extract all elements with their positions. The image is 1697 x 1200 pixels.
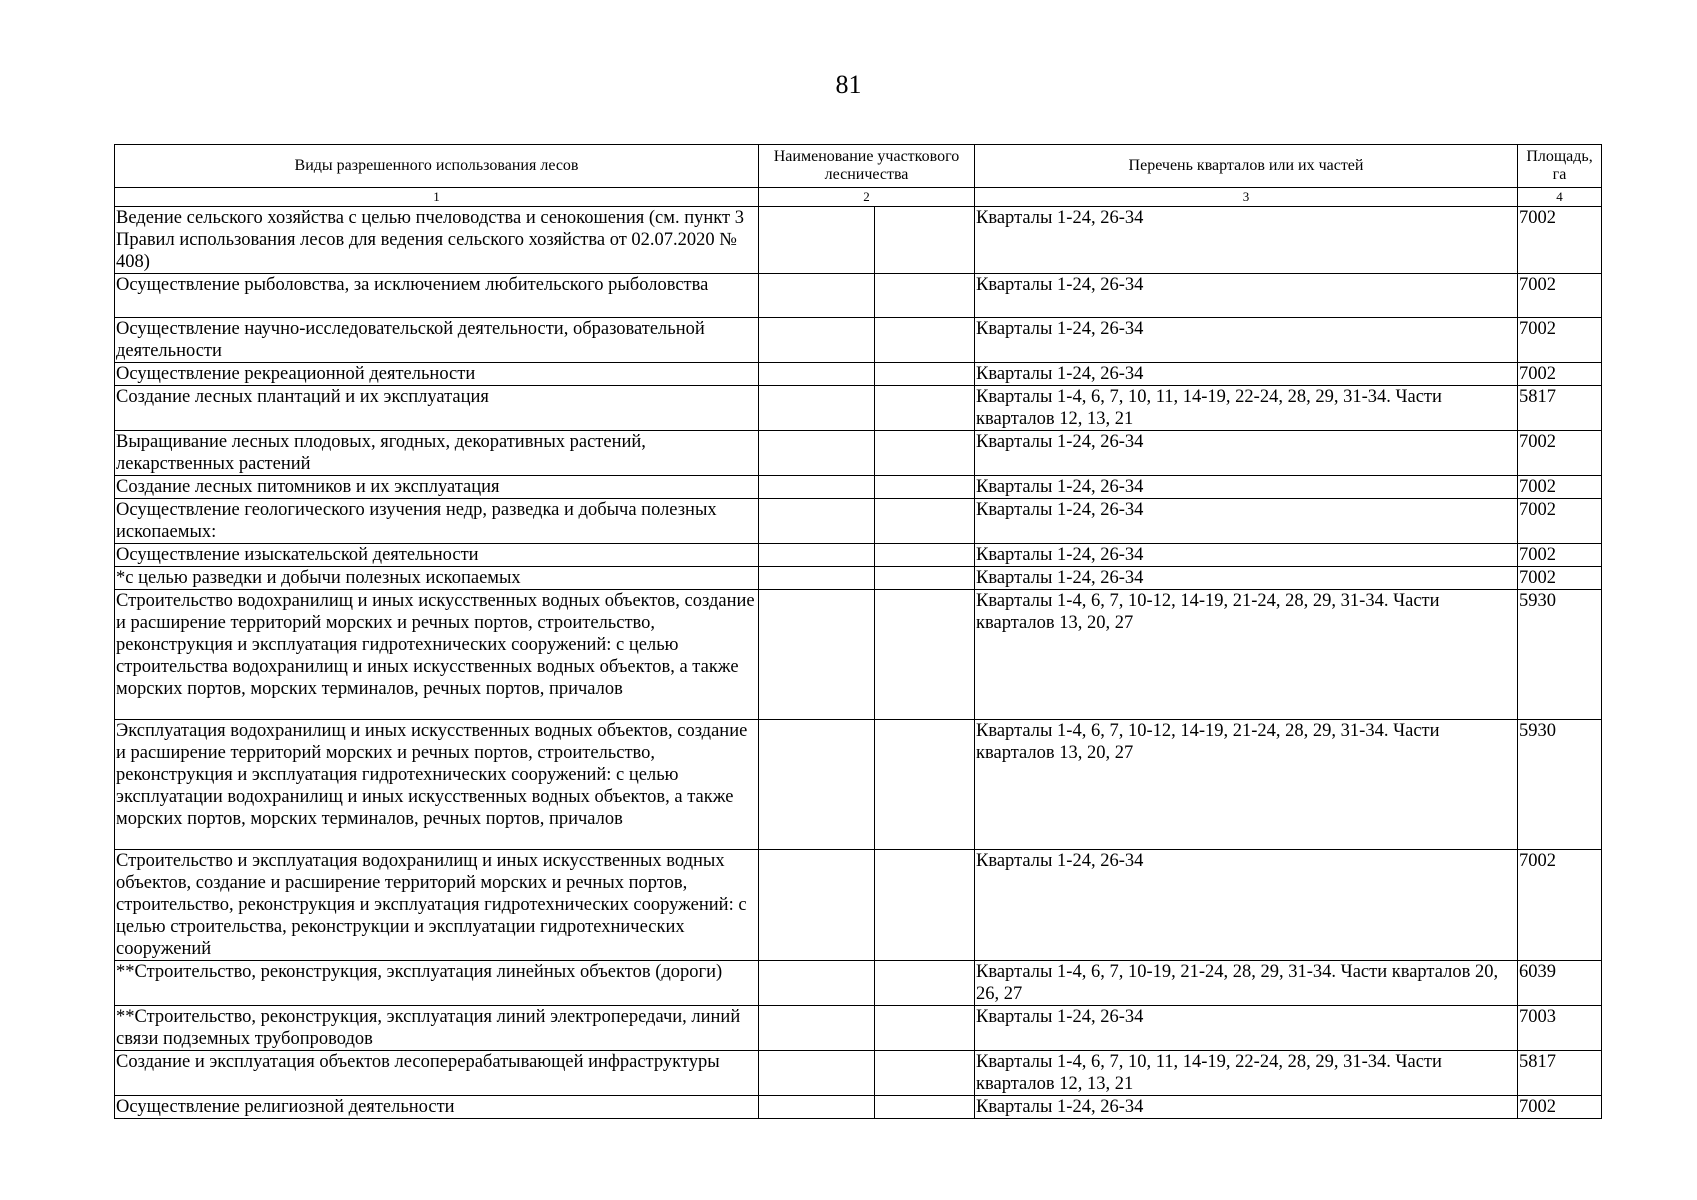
use-type-cell: Выращивание лесных плодовых, ягодных, декоративных растений, лекарственных растений: [115, 431, 759, 476]
use-type-cell: Осуществление научно-исследовательской деятельности, образовательной деятельности: [115, 318, 759, 363]
table-row: [115, 274, 1602, 318]
column-number-2: 2: [759, 188, 975, 207]
table-row: [115, 590, 1602, 720]
table-row: [115, 544, 1602, 567]
quarters-cell: Кварталы 1-4, 6, 7, 10, 11, 14-19, 22-24, 28, 29, 31-34. Части кварталов 12, 13, 21: [975, 386, 1518, 431]
forestry-cell-left: [759, 567, 875, 590]
header-forestry-name: Наименование участкового лесничества: [759, 145, 975, 188]
quarters-cell: Кварталы 1-24, 26-34: [975, 544, 1518, 567]
area-cell: 7002: [1518, 850, 1602, 961]
forestry-cell-left: [759, 363, 875, 386]
forestry-cell-left: [759, 431, 875, 476]
forestry-cell-right: [875, 590, 975, 720]
forestry-cell-right: [875, 1051, 975, 1096]
table-row: [115, 207, 1602, 274]
area-cell: 5817: [1518, 386, 1602, 431]
use-type-cell: Ведение сельского хозяйства с целью пчеловодства и сенокошения (см. пункт 3 Правил использования лесов для ведения сельского хозяйства от 02.07.2020 № 408): [115, 207, 759, 274]
forestry-cell-right: [875, 850, 975, 961]
page-number: 81: [835, 70, 862, 99]
forestry-cell-left: [759, 850, 875, 961]
forest-use-table: [114, 144, 1602, 1119]
quarters-cell: Кварталы 1-4, 6, 7, 10-12, 14-19, 21-24, 28, 29, 31-34. Части кварталов 13, 20, 27: [975, 720, 1518, 850]
column-number-1: 1: [115, 188, 759, 207]
use-type-cell: Создание и эксплуатация объектов лесоперерабатывающей инфраструктуры: [115, 1051, 759, 1096]
table-row: [115, 1051, 1602, 1096]
use-type-cell: Строительство и эксплуатация водохранилищ и иных искусственных водных объектов, создание и расширение территорий морских и речных портов, строительство, реконструкция и эксплуатация гидротехнических сооружений: с целью строительства, реконструкции и эксплуатации гидротехнических сооружений: [115, 850, 759, 961]
quarters-cell: Кварталы 1-4, 6, 7, 10-19, 21-24, 28, 29, 31-34. Части кварталов 20, 26, 27: [975, 961, 1518, 1006]
header-use-types: Виды разрешенного использования лесов: [115, 145, 759, 188]
use-type-cell: Осуществление геологического изучения недр, разведка и добыча полезных ископаемых:: [115, 499, 759, 544]
use-type-cell: Строительство водохранилищ и иных искусственных водных объектов, создание и расширение территорий морских и речных портов, строительство, реконструкция и эксплуатация гидротехнических сооружений: с целью строительства водохранилищ и иных искусственных водных объектов, а также морских портов, морских терминалов, речных портов, причалов: [115, 590, 759, 720]
table-row: [115, 567, 1602, 590]
forestry-cell-right: [875, 274, 975, 318]
forestry-cell-left: [759, 207, 875, 274]
use-type-cell: Создание лесных питомников и их эксплуатация: [115, 476, 759, 499]
quarters-cell: Кварталы 1-24, 26-34: [975, 363, 1518, 386]
quarters-cell: Кварталы 1-24, 26-34: [975, 431, 1518, 476]
area-cell: 7003: [1518, 1006, 1602, 1051]
quarters-cell: Кварталы 1-24, 26-34: [975, 567, 1518, 590]
forestry-cell-left: [759, 544, 875, 567]
use-type-cell: *с целью разведки и добычи полезных ископаемых: [115, 567, 759, 590]
forestry-cell-right: [875, 207, 975, 274]
table-row: [115, 850, 1602, 961]
forestry-cell-left: [759, 476, 875, 499]
area-cell: 7002: [1518, 207, 1602, 274]
quarters-cell: Кварталы 1-24, 26-34: [975, 850, 1518, 961]
area-cell: 7002: [1518, 1096, 1602, 1119]
use-type-cell: Эксплуатация водохранилищ и иных искусственных водных объектов, создание и расширение территорий морских и речных портов, строительство, реконструкция и эксплуатация гидротехнических сооружений: с целью эксплуатации водохранилищ и иных искусственных водных объектов, а также морских портов, морских терминалов, речных портов, причалов: [115, 720, 759, 850]
area-cell: 7002: [1518, 476, 1602, 499]
forestry-cell-left: [759, 590, 875, 720]
forestry-cell-right: [875, 544, 975, 567]
area-cell: 6039: [1518, 961, 1602, 1006]
forestry-cell-right: [875, 961, 975, 1006]
forestry-cell-left: [759, 318, 875, 363]
forestry-cell-left: [759, 1006, 875, 1051]
forestry-cell-left: [759, 499, 875, 544]
quarters-cell: Кварталы 1-24, 26-34: [975, 274, 1518, 318]
table-row: [115, 961, 1602, 1006]
forestry-cell-left: [759, 1096, 875, 1119]
forestry-cell-right: [875, 363, 975, 386]
table-row: [115, 431, 1602, 476]
area-cell: 7002: [1518, 544, 1602, 567]
table-body: [115, 207, 1602, 1119]
area-cell: 5817: [1518, 1051, 1602, 1096]
area-cell: 7002: [1518, 431, 1602, 476]
area-cell: 7002: [1518, 363, 1602, 386]
forestry-cell-left: [759, 720, 875, 850]
use-type-cell: Осуществление рыболовства, за исключением любительского рыболовства: [115, 274, 759, 318]
quarters-cell: Кварталы 1-24, 26-34: [975, 207, 1518, 274]
quarters-cell: Кварталы 1-24, 26-34: [975, 476, 1518, 499]
table-row: [115, 499, 1602, 544]
quarters-cell: Кварталы 1-24, 26-34: [975, 499, 1518, 544]
area-cell: 7002: [1518, 274, 1602, 318]
forestry-cell-right: [875, 476, 975, 499]
table-row: [115, 720, 1602, 850]
forestry-cell-left: [759, 386, 875, 431]
quarters-cell: Кварталы 1-4, 6, 7, 10, 11, 14-19, 22-24, 28, 29, 31-34. Части кварталов 12, 13, 21: [975, 1051, 1518, 1096]
forestry-cell-right: [875, 1096, 975, 1119]
forestry-cell-right: [875, 567, 975, 590]
forestry-cell-right: [875, 386, 975, 431]
table-row: [115, 318, 1602, 363]
use-type-cell: Осуществление религиозной деятельности: [115, 1096, 759, 1119]
table-row: [115, 363, 1602, 386]
use-type-cell: **Строительство, реконструкция, эксплуатация линейных объектов (дороги): [115, 961, 759, 1006]
header-quarters-list: Перечень кварталов или их частей: [975, 145, 1518, 188]
area-cell: 5930: [1518, 590, 1602, 720]
area-cell: 7002: [1518, 499, 1602, 544]
use-type-cell: Осуществление изыскательской деятельности: [115, 544, 759, 567]
forestry-cell-left: [759, 274, 875, 318]
area-cell: 5930: [1518, 720, 1602, 850]
table-header-row: [115, 145, 1602, 188]
column-number-4: 4: [1518, 188, 1602, 207]
use-type-cell: Создание лесных плантаций и их эксплуатация: [115, 386, 759, 431]
forestry-cell-right: [875, 318, 975, 363]
use-type-cell: **Строительство, реконструкция, эксплуатация линий электропередачи, линий связи подземных трубопроводов: [115, 1006, 759, 1051]
column-number-row: [115, 188, 1602, 207]
column-number-3: 3: [975, 188, 1518, 207]
forestry-cell-left: [759, 961, 875, 1006]
table-row: [115, 476, 1602, 499]
quarters-cell: Кварталы 1-24, 26-34: [975, 1096, 1518, 1119]
header-area: Площадь, га: [1518, 145, 1602, 188]
forestry-cell-left: [759, 1051, 875, 1096]
forestry-cell-right: [875, 1006, 975, 1051]
use-type-cell: Осуществление рекреационной деятельности: [115, 363, 759, 386]
forestry-cell-right: [875, 499, 975, 544]
forestry-cell-right: [875, 720, 975, 850]
area-cell: 7002: [1518, 318, 1602, 363]
table-row: [115, 1096, 1602, 1119]
table-row: [115, 386, 1602, 431]
quarters-cell: Кварталы 1-4, 6, 7, 10-12, 14-19, 21-24, 28, 29, 31-34. Части кварталов 13, 20, 27: [975, 590, 1518, 720]
area-cell: 7002: [1518, 567, 1602, 590]
quarters-cell: Кварталы 1-24, 26-34: [975, 318, 1518, 363]
table-row: [115, 1006, 1602, 1051]
quarters-cell: Кварталы 1-24, 26-34: [975, 1006, 1518, 1051]
forestry-cell-right: [875, 431, 975, 476]
